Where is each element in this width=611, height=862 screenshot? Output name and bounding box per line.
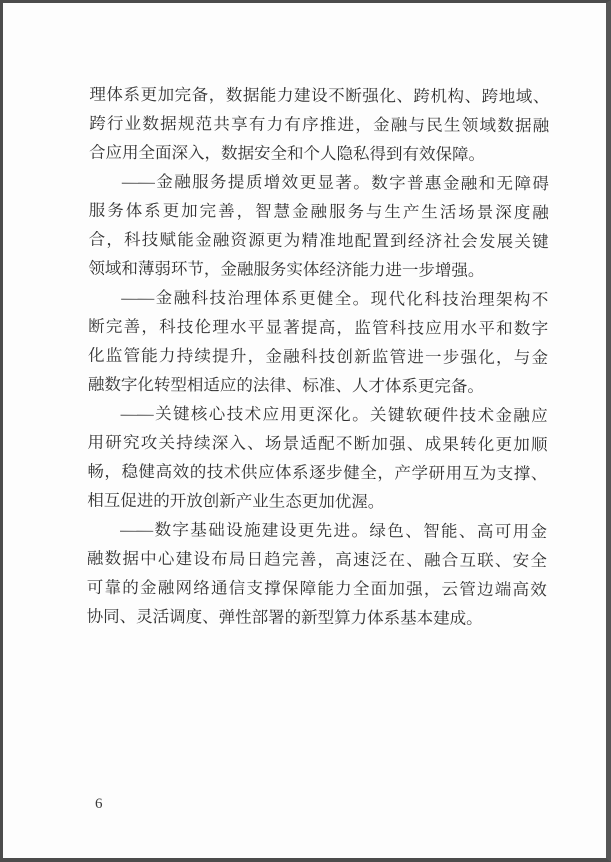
text-line: 跨行业数据规范共享有力有序推进，金融与民生领域数据融 — [89, 113, 550, 136]
text-line: 化监管能力持续提升，金融科技创新监管进一步强化，与金 — [87, 345, 549, 368]
text-line: 用研究攻关持续深入、场景适配不断加强、成果转化更加顺 — [87, 432, 548, 455]
text-line: ——数字基础设施建设更先进。绿色、智能、高可用金 — [120, 519, 548, 542]
text-line: 理体系更加完备，数据能力建设不断强化、跨机构、跨地域、 — [89, 84, 550, 107]
text-line: 融数据中心建设布局日趋完善，高速泛在、融合互联、安全 — [86, 548, 547, 571]
text-line: 合，科技赋能金融资源更为精准地配置到经济社会发展关键 — [88, 229, 549, 252]
paragraph — [89, 80, 549, 169]
text-line: 协同、灵活调度、弹性部署的新型算力体系基本建成。 — [86, 606, 483, 628]
paragraph — [88, 283, 549, 401]
paragraph — [88, 167, 549, 285]
text-line: ——金融服务提质增效更显著。数字普惠金融和无障碍 — [121, 171, 549, 194]
paragraph — [87, 399, 548, 517]
paragraph — [87, 515, 548, 633]
text-line: ——金融科技治理体系更健全。现代化科技治理架构不 — [121, 287, 549, 310]
text-line: 可靠的金融网络通信支撑保障能力全面加强，云管边端高效 — [86, 577, 547, 600]
text-line: 服务体系更加完善，智慧金融服务与生产生活场景深度融 — [88, 200, 549, 223]
text-line: ——关键核心技术应用更深化。关键软硬件技术金融应 — [120, 403, 548, 426]
text-line: 断完善，科技伦理水平显著提高，监管科技应用水平和数字 — [88, 316, 549, 339]
text-line: 相互促进的开放创新产业生态更加优渥。 — [87, 490, 385, 512]
text-line: 合应用全面深入，数据安全和个人隐私得到有效保障。 — [89, 142, 486, 164]
text-line: 畅，稳健高效的技术供应体系逐步健全，产学研用互为支撑、 — [87, 461, 548, 484]
document-body — [87, 80, 550, 633]
text-line: 融数字化转型相适应的法律、标准、人才体系更完备。 — [87, 374, 484, 396]
text-line: 领域和薄弱环节，金融服务实体经济能力进一步增强。 — [88, 258, 485, 280]
page-number: 6 — [95, 796, 103, 812]
